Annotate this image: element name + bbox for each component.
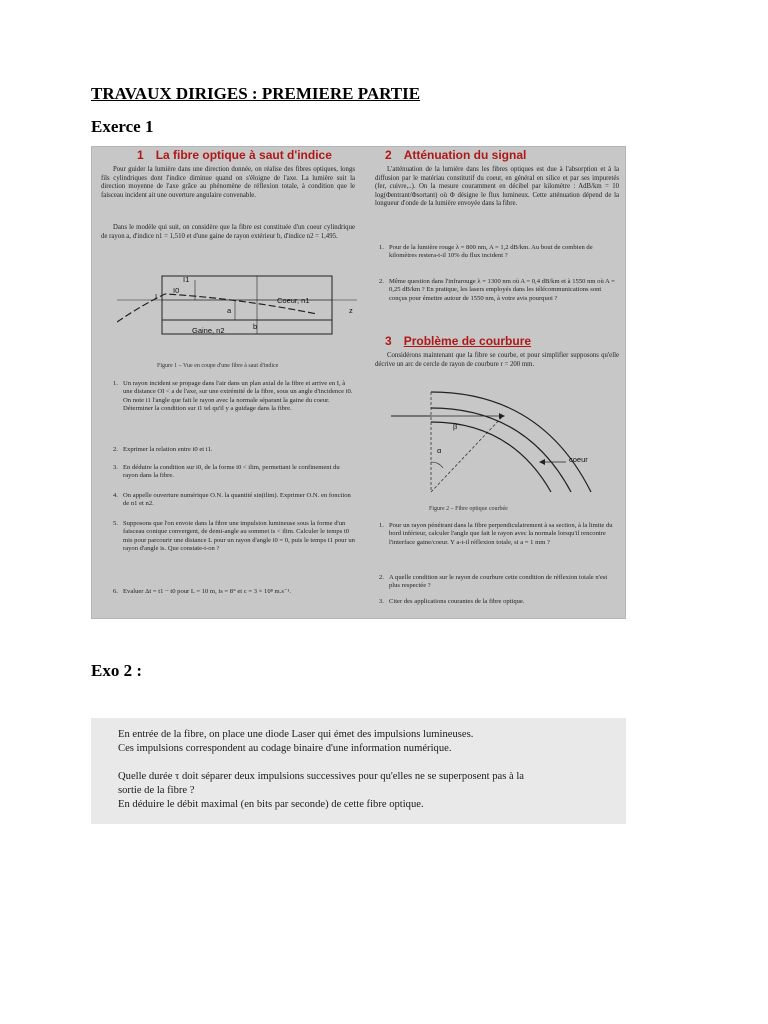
exercise-2-heading: Exo 2 : [91, 661, 142, 680]
ex1-s2-question-1 [379, 244, 619, 261]
ex1-question-1 [113, 380, 355, 414]
exercise-1-heading: Exerce 1 [91, 117, 154, 136]
ex1-question-6 [113, 588, 355, 596]
question-number: 1. [379, 522, 384, 529]
figure-1-label-gaine: Gaine, n2 [192, 326, 225, 335]
ex1-s3-question-2 [379, 574, 619, 591]
ex1-s3-question-1 [379, 522, 619, 547]
ex1-question-4 [113, 492, 355, 509]
figure-1-label-b: b [253, 322, 258, 331]
question-number: 2. [379, 278, 384, 285]
question-number: 3. [379, 598, 384, 605]
ex1-question-5 [113, 520, 355, 554]
figure-2-caption: Figure 2 – Fibre optique courbée [429, 506, 508, 512]
question-number: 3. [113, 464, 118, 471]
question-text: Pour un rayon pénétrant dans la fibre perpendiculairement à sa section, à la limite du bord inférieur, calculer l'angle que fait le rayon avec la normale lorsqu'il rencontre l'interface gaine/coeur. Y a-t-il réflexion totale, si a = 1 mm ? [389, 522, 613, 546]
figure-2-label-alpha: α [437, 446, 442, 455]
question-text: Citer des applications courantes de la fibre optique. [389, 598, 525, 605]
question-number: 5. [113, 520, 118, 527]
question-text: A quelle condition sur le rayon de courbure cette condition de réflexion totale n'est plus respectée ? [389, 574, 608, 590]
ex2-line-2: Ces impulsions correspondent au codage binaire d'une information numérique. [118, 743, 452, 754]
question-text: On appelle ouverture numérique O.N. la quantité sin(ilim). Exprimer O.N. en fonction de n1 et n2. [123, 492, 351, 508]
ex2-line-1: En entrée de la fibre, on place une diode Laser qui émet des impulsions lumineuses. [118, 729, 474, 740]
section-1-number: 1 [137, 148, 144, 162]
ex1-s2-question-2 [379, 278, 619, 303]
section-2-title [385, 148, 526, 162]
question-number: 2. [113, 446, 118, 453]
figure-2-bent-fiber-diagram [391, 382, 621, 502]
figure-2-label-beta: β [453, 422, 458, 431]
ex2-line-5: En déduire le débit maximal (en bits par seconde) de cette fibre optique. [118, 799, 424, 810]
section-2-label: Atténuation du signal [403, 148, 527, 162]
question-number: 1. [113, 380, 118, 387]
question-text: Même question dans l'infrarouge λ = 1300 nm où A = 0,4 dB/km et à 1550 nm où A = 0,25 dB/km ? En pratique, les lasers employés dans les télécommunications sont conçus pour émettre autour de 1550 nm, à votre avis pourquoi ? [389, 278, 615, 302]
question-text: Pour de la lumière rouge λ = 800 nm, A = 1,2 dB/km. Au bout de combien de kilomètres restera-t-il 10% du flux incident ? [389, 244, 593, 260]
section-2-number: 2 [385, 148, 392, 162]
section-1-title [137, 148, 332, 162]
figure-1-label-i0: I0 [173, 286, 180, 295]
ex1-question-3 [113, 464, 355, 481]
figure-2-label-coeur: coeur [569, 455, 588, 464]
section-3-paragraph: Considérons maintenant que la fibre se courbe, et pour simplifier supposons qu'elle décrive un arc de cercle de rayon de courbure r = 200 mm. [375, 352, 619, 368]
document-title: TRAVAUX DIRIGES : PREMIERE PARTIE [91, 84, 421, 103]
exercise-1-scan [91, 146, 626, 619]
section-2-paragraph: L'atténuation de la lumière dans les fibres optiques est due à l'absorption et à la diffusion par le matériau constitutif du coeur, en général en silice et par ses impuretés (fer, cuivre,..). On la mesure couramment en décibel par kilomètre : AdB/km = 10 log(Φentrant/Φsortant) où Φ désigne le flux lumineux. Cette atténuation dépend de la longueur d'onde de la lumière envoyée dans la fibre. [375, 166, 619, 208]
ex1-question-2 [113, 446, 355, 454]
ex2-line-3: Quelle durée τ doit séparer deux impulsions successives pour qu'elles ne se superposent pas à la [118, 771, 524, 782]
figure-1-label-z: z [349, 306, 353, 315]
question-number: 1. [379, 244, 384, 251]
question-text: Un rayon incident se propage dans l'air dans un plan axial de la fibre et arrive en I, à une distance OI < a de l'axe, sur une extrémité de la fibre, sous un angle d'incidence i0. On note i1 l'angle que fait le rayon avec la normale séparant la gaine du coeur. Déterminer la condition sur i1 tel qu'il y a guidage dans la fibre. [123, 380, 353, 413]
question-text: Evaluer Δt = t1 − t0 pour L = 10 m, is = 8° et c = 3 × 10⁸ m.s⁻¹. [123, 588, 292, 595]
section-1-label: La fibre optique à saut d'indice [155, 148, 332, 162]
section-3-title [385, 334, 531, 348]
figure-1-caption: Figure 1 – Vue en coupe d'une fibre à saut d'indice [157, 363, 279, 369]
question-number: 6. [113, 588, 118, 595]
figure-1-label-i: I [155, 292, 158, 301]
question-number: 4. [113, 492, 118, 499]
question-text: Supposons que l'on envoie dans la fibre une impulsion lumineuse sous la forme d'un faisceau conique convergent, de demi-angle au sommet is < ilim. Calculer le temps t0 mis pour parcourir une distance L pour un rayon d'angle i0 = 0, puis le temps t1 pour un rayon d'angle is. Que constate-t-on ? [123, 520, 355, 553]
section-1-paragraph-1: Pour guider la lumière dans une direction donnée, on réalise des fibres optiques, longs fils cylindriques dont l'indice diminue quand on s'éloigne de l'axe. La lumière suit la direction moyenne de l'axe grâce au phénomène de réflexion totale, à condition que le faisceau incident ait une ouverture angulaire convenable. [101, 166, 355, 199]
ex1-s3-question-3 [379, 598, 619, 606]
section-3-number: 3 [385, 334, 392, 348]
figure-1-fiber-diagram [117, 270, 357, 340]
section-1-paragraph-2: Dans le modèle qui suit, on considère que la fibre est constituée d'un coeur cylindrique de rayon a, d'indice n1 = 1,510 et d'une gaine de rayon extérieur b, d'indice n2 = 1,495. [101, 224, 355, 240]
section-3-label: Problème de courbure [403, 334, 532, 348]
ex2-line-4: sortie de la fibre ? [118, 785, 195, 796]
question-number: 2. [379, 574, 384, 581]
figure-1-label-i1: I1 [183, 275, 190, 284]
question-text: En déduire la condition sur i0, de la forme i0 < ilim, permettant le confinement du rayon dans la fibre. [123, 464, 340, 480]
figure-1-label-coeur: Coeur, n1 [277, 296, 310, 305]
exercise-2-scan [91, 718, 626, 824]
question-text: Exprimer la relation entre i0 et i1. [123, 446, 213, 453]
figure-1-label-a: a [227, 306, 232, 315]
